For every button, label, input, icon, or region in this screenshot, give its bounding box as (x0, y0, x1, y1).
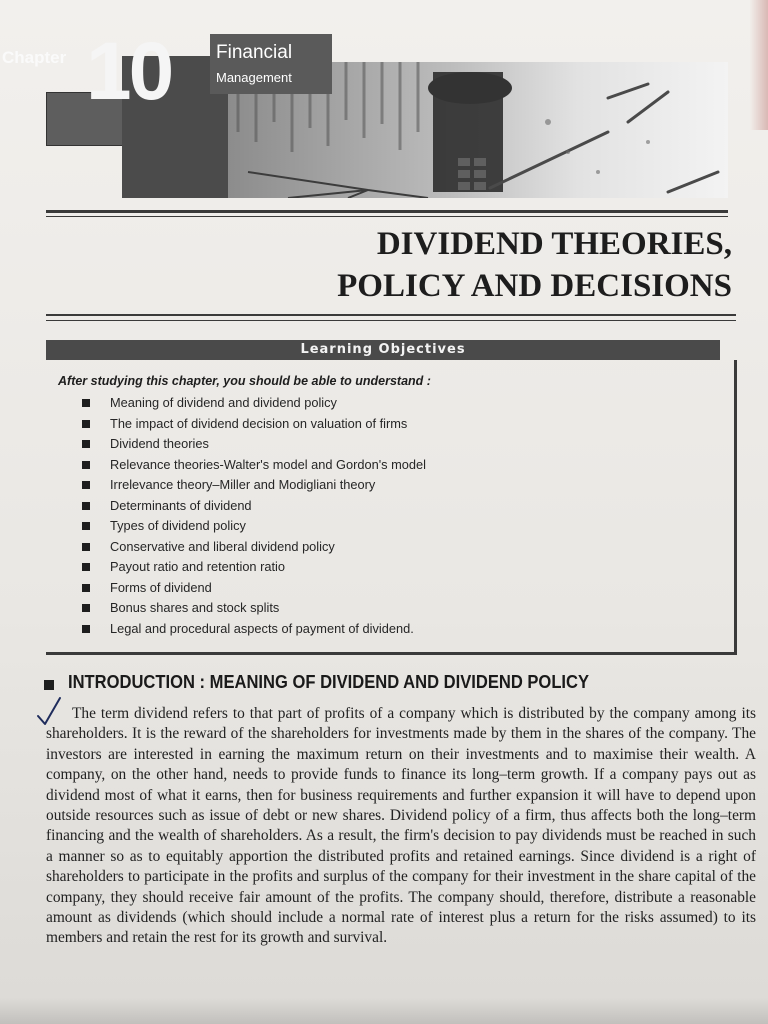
list-item (80, 538, 426, 559)
objective-text: The impact of dividend decision on valuation of firms (110, 415, 408, 431)
square-bullet-icon (82, 399, 90, 407)
title-rule-top (46, 210, 728, 213)
section-bullet-icon (44, 680, 54, 690)
list-item (80, 497, 426, 518)
intro-paragraph: The term dividend refers to that part of profits of a company which is distributed by the company among its shareholders. It is the reward of the shareholders for investments made by them in the shares of the company. The investors are interested in earning the maximum return on their investments and to maximise their wealth. A company, on the other hand, needs to provide funds to finance its long–term growth. If a company pays out as dividend most of what it earns, then for business requirements and further expansion it will have to depend upon outside resources such as issue of debt or new shares. Dividend policy of a firm, thus affects both the long–term financing and the wealth of shareholders. As a result, the firm's decision to pay dividends must be reached in such a manner so as to equitably apportion the distributed profits and retained earnings. Since dividend is a right of shareholders to participate in the profits and surplus of the company for their investment in the share capital of the company, they should receive fair amount of the profits. The company should, therefore, distribute a reasonable amount as dividends (which should include a normal rate of interest plus a return for the risks assumed) to its members and retain the rest for its growth and survival. (46, 705, 756, 947)
objective-text: Forms of dividend (110, 579, 212, 595)
section-heading: INTRODUCTION : MEANING OF DIVIDEND AND DIVIDEND POLICY (68, 672, 590, 692)
square-bullet-icon (82, 461, 90, 469)
page-edge (750, 0, 768, 130)
square-bullet-icon (82, 563, 90, 571)
list-item (80, 579, 426, 600)
list-item (80, 599, 426, 620)
objectives-list (80, 394, 426, 640)
square-bullet-icon (82, 584, 90, 592)
chapter-title-line1: DIVIDEND THEORIES, (376, 226, 732, 262)
objective-text: Determinants of dividend (110, 497, 252, 513)
list-item (80, 394, 426, 415)
square-bullet-icon (82, 502, 90, 510)
objectives-intro: After studying this chapter, you should be able to understand : (58, 374, 431, 388)
title-rule-bottom-thin (46, 320, 736, 321)
chapter-number: 10 (86, 26, 172, 117)
subject-line1: Financial (216, 42, 293, 63)
objective-text: Legal and procedural aspects of payment of dividend. (110, 620, 414, 636)
square-bullet-icon (82, 543, 90, 551)
title-rule-top-thin (46, 216, 728, 217)
objective-text: Relevance theories-Walter's model and Gordon's model (110, 456, 426, 472)
list-item (80, 517, 426, 538)
subject-line2: Management (216, 70, 292, 85)
list-item (80, 456, 426, 477)
chapter-word: Chapter (2, 48, 67, 67)
objective-text: Types of dividend policy (110, 518, 246, 533)
square-bullet-icon (82, 420, 90, 428)
learning-objectives-heading: Learning Objectives (300, 342, 466, 357)
objective-text: Payout ratio and retention ratio (110, 559, 286, 574)
objective-text: Irrelevance theory–Miller and Modigliani theory (110, 477, 376, 492)
objective-text: Meaning of dividend and dividend policy (110, 395, 337, 410)
list-item (80, 476, 426, 497)
objective-text: Bonus shares and stock splits (110, 600, 280, 615)
square-bullet-icon (82, 522, 90, 530)
page-shadow (0, 998, 768, 1024)
list-item (80, 435, 426, 456)
objective-text: Conservative and liberal dividend policy (110, 538, 335, 554)
square-bullet-icon (82, 625, 90, 633)
chapter-title-line2: POLICY AND DECISIONS (337, 268, 732, 304)
list-item (80, 620, 426, 641)
objective-text: Dividend theories (110, 436, 209, 451)
square-bullet-icon (82, 481, 90, 489)
list-item (80, 558, 426, 579)
square-bullet-icon (82, 440, 90, 448)
list-item (80, 415, 426, 436)
title-rule-bottom (46, 314, 736, 316)
square-bullet-icon (82, 604, 90, 612)
